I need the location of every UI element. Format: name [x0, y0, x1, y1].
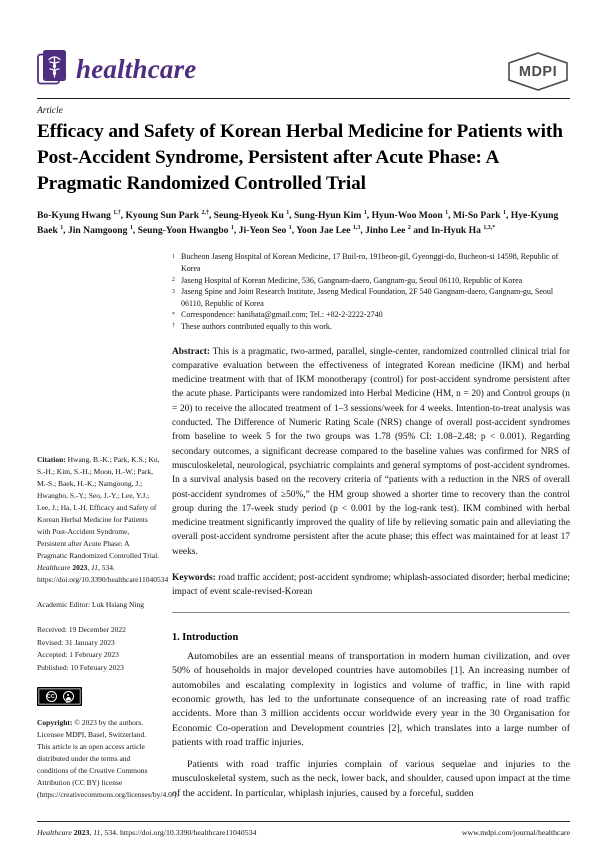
author: Ji-Yeon Seo $^1$ — [238, 224, 292, 236]
review-date-line: Accepted: 1 February 2023 — [37, 650, 119, 660]
author: Jinho Lee $^2$ — [365, 224, 411, 236]
footer-year: 2023 — [71, 828, 90, 837]
body-paragraph: Patients with road traffic injuries complain of various sequelae and injuries to the musculoskeletal system, such as the neck, lower back, and shoulder, caused upon impact at the time of the accident. In particular, whiplash injuries, caused by a forceful, sudden — [172, 758, 570, 799]
citation — [37, 454, 169, 586]
author: Hye-Kyung Baek $^1$ — [37, 209, 559, 236]
academic-editor: Academic Editor: Luk Hsiang Ning — [37, 600, 145, 610]
affiliation — [172, 321, 570, 333]
author: Kyoung Sun Park $^{2,\dagger}$ — [125, 209, 209, 221]
journal-name: healthcare — [76, 53, 197, 84]
affiliation-text: Correspondence: hanihata@gmail.com; Tel.: +82-2-2222-2740 — [181, 310, 383, 320]
author-list: Bo-Kyung Hwang $^{1,\dagger}$, Kyoung Sun Park $^{2,\dagger}$, Seung-Hyeok Ku $^1$, Sung-Hyun Kim $^1$, Hyun-Woo Moon $^1$, Mi-So Park $^1$, Hye-Kyung Baek $^1$, Jin Namgoong $^1$, Seung-Yoon Hwangbo $^1$, Ji-Yeon Seo $^1$, Yoon Jae Lee $^{1,3}$, Jinho Lee $^2$ and In-Hyuk Ha $^{1,3,*}$ — [37, 209, 559, 236]
healthcare-caduceus-icon — [37, 49, 67, 93]
page-title: Efficacy and Safety of Korean Herbal Medicine for Patients with Post-Accident Syndrome, Persistent after Acute Phase: A Pragmatic Randomized Controlled Trial — [37, 121, 563, 195]
article-type-label: Article — [37, 106, 63, 116]
publisher-name: MDPI — [518, 64, 558, 80]
keywords-label: Keywords: — [172, 573, 216, 584]
cc-label: CC — [47, 693, 55, 700]
affiliation-marker: 1 — [172, 253, 175, 260]
review-dates — [37, 624, 160, 674]
author: Seung-Yoon Hwangbo $^1$ — [137, 224, 234, 236]
author: Seung-Hyeok Ku $^1$ — [213, 209, 290, 221]
cc-icon — [46, 691, 57, 702]
citation-text: Hwang, B.-K.; Park, K.S.; Ku, S.-H.; Kim, S.-H.; Moon, H.-W.; Park, M.-S.; Baek, H.-K.; Namgoong, J.; Hwangbo, S.-Y.; Seo, J.-Y.; Lee, Y.J.; Lee, J.; Ha, I.-H. Efficacy and Safety of Korean Herbal Medicine for Patients with Post-Accident Syndrome, Persistent after Acute Phase: A Pragmatic Randomized Controlled Trial. — [37, 455, 160, 561]
footer-journal: Healthcare — [37, 828, 72, 837]
affiliation — [172, 286, 570, 309]
footer-volume: , 11 — [89, 828, 101, 837]
citation-doi-link[interactable]: , 534. https://doi.org/10.3390/healthcare11040534 — [37, 563, 169, 585]
affiliation-list — [172, 251, 570, 332]
abstract-label: Abstract: — [172, 346, 211, 357]
copyright-notice — [37, 717, 179, 801]
by-label: BY — [66, 700, 71, 705]
footer-journal-url[interactable]: www.mdpi.com/journal/healthcare — [461, 828, 570, 837]
keywords — [172, 571, 570, 600]
affiliation-marker: * — [172, 311, 175, 318]
journal-logo[interactable] — [37, 49, 197, 93]
citation-label: Citation: — [37, 455, 66, 465]
affiliation-text: Jaseng Hospital of Korean Medicine, 536, Gangnam-daero, Gangnam-gu, Seoul 06110, Republic of Korea — [181, 275, 523, 285]
mdpi-logo[interactable] — [506, 51, 570, 92]
affiliation-marker: 3 — [172, 288, 175, 295]
footer-doi-link[interactable]: , 534. https://doi.org/10.3390/healthcare11040534 — [100, 828, 257, 837]
author: Mi-So Park $^1$ — [452, 209, 506, 221]
citation-journal: Healthcare — [37, 563, 71, 573]
keywords-text: road traffic accident; post-accident syndrome; whiplash-associated disorder; herbal medicine; impact of event scale-revised-Korean — [172, 573, 571, 598]
review-date-line: Revised: 31 January 2023 — [37, 637, 115, 647]
abstract — [172, 345, 570, 559]
review-date-line: Received: 19 December 2022 — [37, 625, 126, 635]
affiliation-text: Bucheon Jaseng Hospital of Korean Medicine, 17 Buil-ro, 191beon-gil, Gyeonggi-do, Bucheon-si 14598, Republic of Korea — [181, 252, 559, 274]
author: Bo-Kyung Hwang $^{1,\dagger}$ — [37, 209, 121, 221]
review-date-line: Published: 10 February 2023 — [37, 662, 124, 672]
introduction-paragraphs — [172, 650, 570, 802]
affiliation-text: Jaseng Spine and Joint Research Institute, Jaseng Medical Foundation, 2F 540 Gangnam-daero, Gangnam-gu, Seoul 06110, Republic of Korea — [181, 287, 554, 308]
affiliation — [172, 275, 570, 287]
copyright-label: Copyright: — [37, 718, 73, 728]
author: Hyun-Woo Moon $^1$ — [371, 209, 449, 221]
citation-year: 2023 — [70, 563, 88, 573]
affiliation-marker: 2 — [172, 277, 175, 283]
main-column — [172, 251, 570, 808]
content-columns — [37, 251, 570, 808]
citation-volume: , 11 — [87, 563, 99, 573]
author: Sung-Hyun Kim $^1$ — [293, 209, 367, 221]
author: Yoon Jae Lee $^{1,3}$ — [296, 224, 361, 236]
author: In-Hyuk Ha $^{1,3,*}$ — [431, 224, 496, 236]
cc-by-badge[interactable] — [37, 687, 82, 706]
affiliation — [172, 309, 570, 321]
affiliation-marker: † — [172, 323, 175, 330]
abstract-text: This is a pragmatic, two-armed, parallel, single-center, randomized controlled clinical trial for comparative evaluation between the effectiveness of integrated Korean medicine (IKM) and herbal medicine treatment with that of IKM monotherapy (control) for post-accident syndrome persistent after the acute phase. Participants were randomized into Herbal Medicine (HM, n = 20) and Control groups (n = 20) to receive the allocated treatment of 1–3 sessions/week for 4 weeks. Intention-to-treat analysis was conducted. The Difference of Numeric Rating Scale (NRS) change of overall post-accident syndromes from baseline to week 5 for the two groups was 1.78 (95% CI: 1.08–2.48; p < 0.001). Regarding secondary outcomes, a significant decrease compared to the baseline values was confirmed for NRS of musculoskeletal, neurological, psychiatric complaints and general symptoms of post-accident syndromes. In a survival analysis based on the recovery criteria of “patients with a reduction in the NRS of overall post-accident syndromes of ≥50%,” the HM group showed a shorter time to recovery than the control group during the 17-week study period (p < 0.001 by the log-rank test). IKM combined with herbal medicine treatment significantly improved the quality of life by relieving somatic pain and alleviating the overall post-accident syndrome persistent after the acute phase; this effect was maintained for at least 17 weeks. — [172, 346, 570, 557]
body-paragraph: Automobiles are an essential means of transportation in modern human civilization, and over 50% of households in major developed countries have automobiles [1]. An increasing number of automobiles and escalating complexity in logistics and volume of traffic, in line with rapid economic growth, has led to the unfortunate consequence of an increasing rate of road traffic accidents. More than 3 million accidents occur worldwide every year in the 30 Organisation for Economic Co-operation and Development countries [2], which translates into a large number of patients with road traffic injuries. — [172, 650, 570, 749]
left-margin-column — [37, 251, 179, 808]
footer-journal-ref — [37, 828, 256, 837]
affiliation-text: These authors contributed equally to this work. — [181, 321, 332, 331]
section-heading-introduction: 1. Introduction — [172, 631, 239, 643]
keywords-divider — [172, 612, 570, 613]
header — [37, 50, 570, 93]
affiliation — [172, 251, 570, 274]
header-divider — [37, 98, 570, 99]
copyright-text: © 2023 by the authors. Licensee MDPI, Basel, Switzerland. This article is an open access article distributed under the terms and conditions of the Creative Commons Attribution (CC BY) license (https://creativecommons.org/licenses/by/4.0/). — [37, 718, 179, 800]
author: Jin Namgoong $^1$ — [67, 224, 133, 236]
footer — [37, 821, 570, 837]
